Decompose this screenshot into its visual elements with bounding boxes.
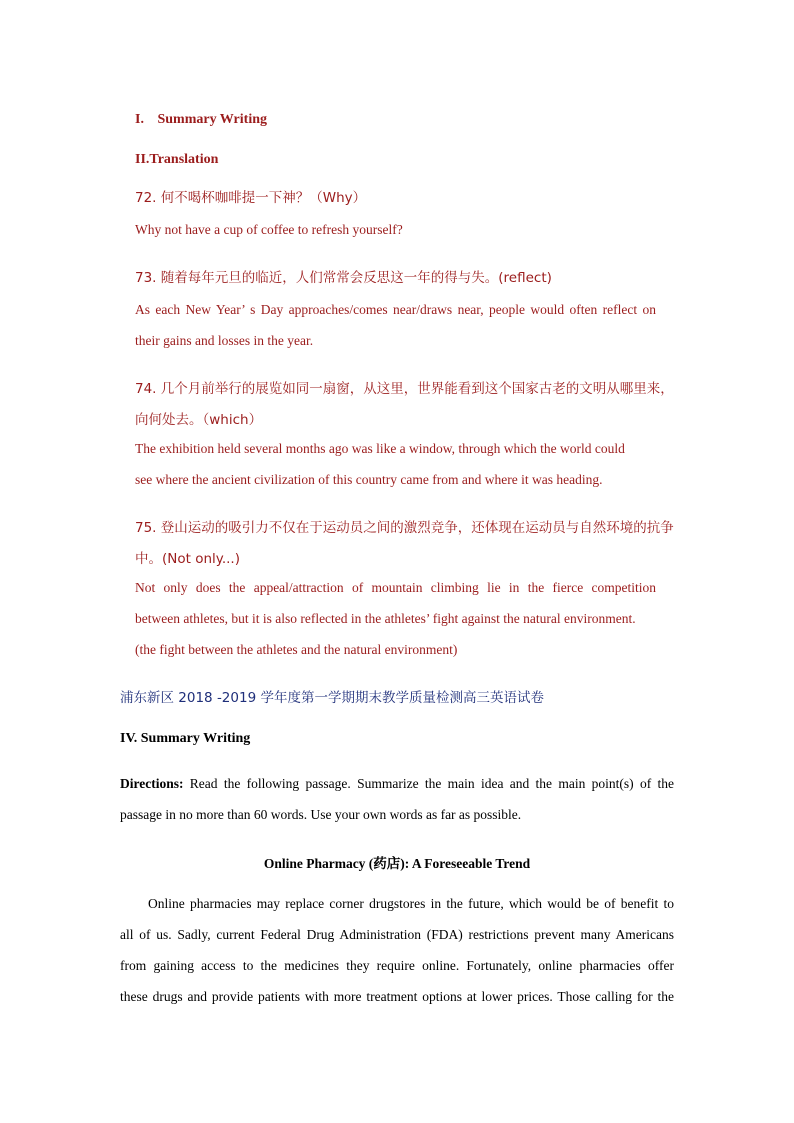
question-75-line-2: 中。(Not only...): [135, 551, 240, 567]
section-title: Summary Writing: [157, 112, 267, 127]
question-74-line-1: 74. 几个月前举行的展览如同一扇窗，从这里，世界能看到这个国家古老的文明从哪里来，: [135, 381, 674, 397]
directions-line-1: [120, 776, 674, 792]
directions-label: Directions:: [120, 776, 184, 791]
exam-title: 浦东新区 2018 -2019 学年度第一学期期末教学质量检测高三英语试卷: [120, 690, 544, 706]
answer-75-line-3: (the fight between the athletes and the natural environment): [135, 642, 458, 657]
question-74-line-2: 向何处去。（which）: [135, 412, 263, 428]
answer-73-line-2: their gains and losses in the year.: [135, 333, 314, 348]
answer-72: Why not have a cup of coffee to refresh yourself?: [135, 222, 403, 237]
passage-title: Online Pharmacy (药店): A Foreseeable Trend: [263, 856, 531, 871]
section-number: I.: [135, 112, 144, 127]
answer-74-line-1: The exhibition held several months ago was like a window, through which the world could: [135, 441, 625, 456]
passage-line-3: from gaining access to the medicines they require online. Fortunately, online pharmacies offer: [120, 958, 674, 973]
question-75-line-1: 75. 登山运动的吸引力不仅在于运动员之间的激烈竞争，还体现在运动员与自然环境的抗争: [135, 520, 674, 536]
question-72: 72. 何不喝杯咖啡提一下神？（Why）: [135, 190, 367, 206]
passage-line-2: all of us. Sadly, current Federal Drug Administration (FDA) restrictions prevent many Americans: [120, 927, 674, 942]
section-heading-translation: II.Translation: [135, 152, 219, 167]
section-heading-summary-writing: [135, 112, 267, 128]
directions-text: Read the following passage. Summarize the main idea and the main point(s) of the: [183, 776, 674, 791]
question-73: 73. 随着每年元旦的临近，人们常常会反思这一年的得与失。(reflect): [135, 270, 552, 286]
section-heading-iv-summary-writing: IV. Summary Writing: [120, 731, 251, 746]
answer-75-line-2: between athletes, but it is also reflected in the athletes’ fight against the natural environment.: [135, 611, 636, 626]
passage-line-4: these drugs and provide patients with more treatment options at lower prices. Those calling for the: [120, 989, 674, 1004]
answer-75-line-1: Not only does the appeal/attraction of mountain climbing lie in the fierce competition: [135, 580, 656, 595]
answer-73-line-1: As each New Year’ s Day approaches/comes near/draws near, people would often reflect on: [135, 302, 656, 317]
passage-line-1: Online pharmacies may replace corner drugstores in the future, which would be of benefit to: [148, 896, 674, 911]
directions-line-2: passage in no more than 60 words. Use your own words as far as possible.: [120, 807, 522, 822]
answer-74-line-2: see where the ancient civilization of this country came from and where it was heading.: [135, 472, 603, 487]
